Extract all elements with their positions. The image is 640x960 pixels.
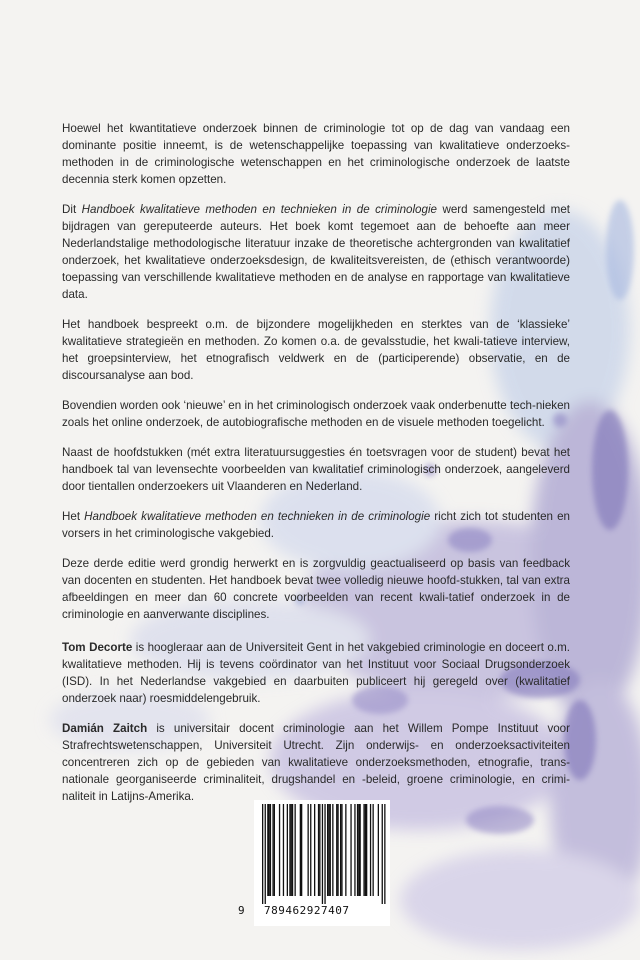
barcode-bar: [270, 804, 271, 896]
barcode-bar: [328, 804, 329, 896]
barcode-bars: [254, 800, 390, 904]
book-title-italic: Handboek kwalitatieve methoden en technieken in de criminologie: [84, 510, 431, 523]
barcode-bar: [279, 804, 280, 896]
barcode-bar: [366, 804, 367, 896]
intro-paragraph-1: Hoewel het kwantitatieve onderzoek binnen de criminologie tot op de dag van vandaag een dominante positie inneemt, is de wetenschappelijke toepassing van kwalitatieve onderzoeks-methoden in de criminologische wetenschappen en het criminologische onderzoek de laatste decennia sterk komen opzetten.: [62, 122, 570, 186]
back-cover-text: [62, 120, 570, 818]
author-bio-1: Tom Decorte is hoogleraar aan de Universiteit Gent in het vakgebied criminologie en doceert o.m. kwalitatieve methoden. Hij is tevens coördinator van het Instituut voor Sociaal Drugsonderzoek (ISD). In het Nederlandse vakgebied en daarbuiten publiceert hij geregeld over (kwalitatief onderzoek naar) roesmiddelengebruik.: [62, 641, 570, 705]
barcode-bar: [310, 804, 311, 896]
intro-paragraph-2: Dit Handboek kwalitatieve methoden en technieken in de criminologie werd samengesteld met bijdragen van gereputeerde auteurs. Het boek komt tegemoet aan de behoefte aan meer Nederlandstalige methodologische literatuur inzake de theoretische achtergronden van kwalitatief onderzoek, het kwalitatieve onderzoeksdesign, de kwaliteitsvereisten, de (ethisch verantwoorde) toepassing van verschillende kwalitatieve methoden en de analyse en rapportage van kwalitatieve data.: [62, 203, 571, 301]
intro-paragraph-3: Het handboek bespreekt o.m. de bijzondere mogelijkheden en sterktes van de ‘klassieke’ kwalitatieve strategieën en methoden. Zo komen o.a. de gevalsstudie, het kwali-tatieve interview, het groepsinterview, het etnografisch veldwerk en de (participerende) observatie, en de discoursanalyse aan bod.: [62, 318, 570, 382]
isbn-barcode: [238, 800, 390, 926]
barcode-bar: [283, 804, 284, 896]
barcode-bar: [357, 804, 358, 896]
intro-paragraph-5: Naast de hoofdstukken (mét extra literatuursuggesties én toetsvragen voor de student) bevat het handboek tal van levensechte voorbeelden van kwalitatief criminologisch onderzoek, aangeleverd door tientallen onderzoekers uit Vlaanderen en Nederland.: [62, 446, 570, 493]
barcode-bar: [314, 804, 315, 896]
author-bio-2: Damián Zaitch is universitair docent criminologie aan het Willem Pompe Instituut voor Strafrechtswetenschappen, Universiteit Utrecht. Zijn onderwijs- en onderzoeksactiviteiten concentreren zich op de gebieden van kwalitatieve onderzoeksmethoden, etnografie, trans-nationale georganiseerde criminaliteit, drugshandel en -beleid, groene criminologie, en crimi-naliteit in Latijns-Amerika.: [62, 722, 570, 803]
barcode-bar: [267, 804, 268, 896]
barcode-bar: [382, 804, 383, 904]
author-name: Damián Zaitch: [62, 722, 148, 735]
barcode-bar: [332, 804, 333, 896]
barcode-bar: [330, 804, 331, 896]
barcode-bar: [363, 804, 364, 896]
barcode-bar: [287, 804, 288, 896]
barcode-bar: [292, 804, 293, 896]
isbn-remaining-digits: 789462927407: [264, 904, 350, 917]
intro-paragraph-6: Het Handboek kwalitatieve methoden en technieken in de criminologie richt zich tot studenten en vorsers in het criminologische vakgebied.: [62, 510, 570, 540]
barcode-bar: [308, 804, 309, 896]
barcode-bar: [378, 804, 379, 896]
barcode-bar: [322, 804, 323, 904]
barcode-bar: [384, 804, 385, 904]
barcode-bar: [300, 804, 301, 896]
barcode-bar: [341, 804, 342, 896]
section-gap: [62, 623, 570, 639]
barcode-bar: [373, 804, 374, 896]
intro-paragraph-4: Bovendien worden ook ‘nieuwe’ en in het criminologisch onderzoek vaak onderbenutte tech-nieken zoals het online onderzoek, de autobiografische methoden en de visuele methoden toegelicht.: [62, 399, 570, 429]
barcode-bar: [262, 804, 263, 904]
barcode-bar: [324, 804, 325, 904]
barcode-bar: [274, 804, 275, 896]
book-title-italic: Handboek kwalitatieve methoden en technieken in de criminologie: [81, 203, 437, 216]
barcode-bar: [360, 804, 361, 896]
barcode-bar: [354, 804, 355, 896]
barcode-bar: [336, 804, 337, 896]
barcode-bar: [318, 804, 319, 896]
barcode-bar: [265, 804, 266, 904]
barcode-bar: [289, 804, 290, 896]
barcode-bar: [301, 804, 302, 896]
barcode-bar: [345, 804, 346, 896]
barcode-bar: [340, 804, 341, 896]
barcode-bar: [370, 804, 371, 896]
barcode-bar: [295, 804, 296, 896]
barcode-bar: [269, 804, 270, 896]
barcode-bar: [327, 804, 328, 896]
barcode-bar: [319, 804, 320, 896]
barcode-bar: [291, 804, 292, 896]
barcode-bar: [272, 804, 273, 896]
intro-paragraph-7: Deze derde editie werd grondig herwerkt en is zorgvuldig geactualiseerd op basis van feedback van docenten en studenten. Het handboek bevat twee volledig nieuwe hoofd-stukken, tal van extra afbeeldingen en meer dan 60 concrete voorbeelden van recent kwali-tatief onderzoek in de criminologie en aanverwante disciplines.: [62, 557, 570, 621]
isbn-first-digit: 9: [238, 904, 245, 917]
barcode-bar: [365, 804, 366, 896]
barcode-bar: [358, 804, 359, 896]
author-name: Tom Decorte: [62, 641, 133, 654]
barcode-bar: [350, 804, 351, 896]
barcode-bar: [337, 804, 338, 896]
